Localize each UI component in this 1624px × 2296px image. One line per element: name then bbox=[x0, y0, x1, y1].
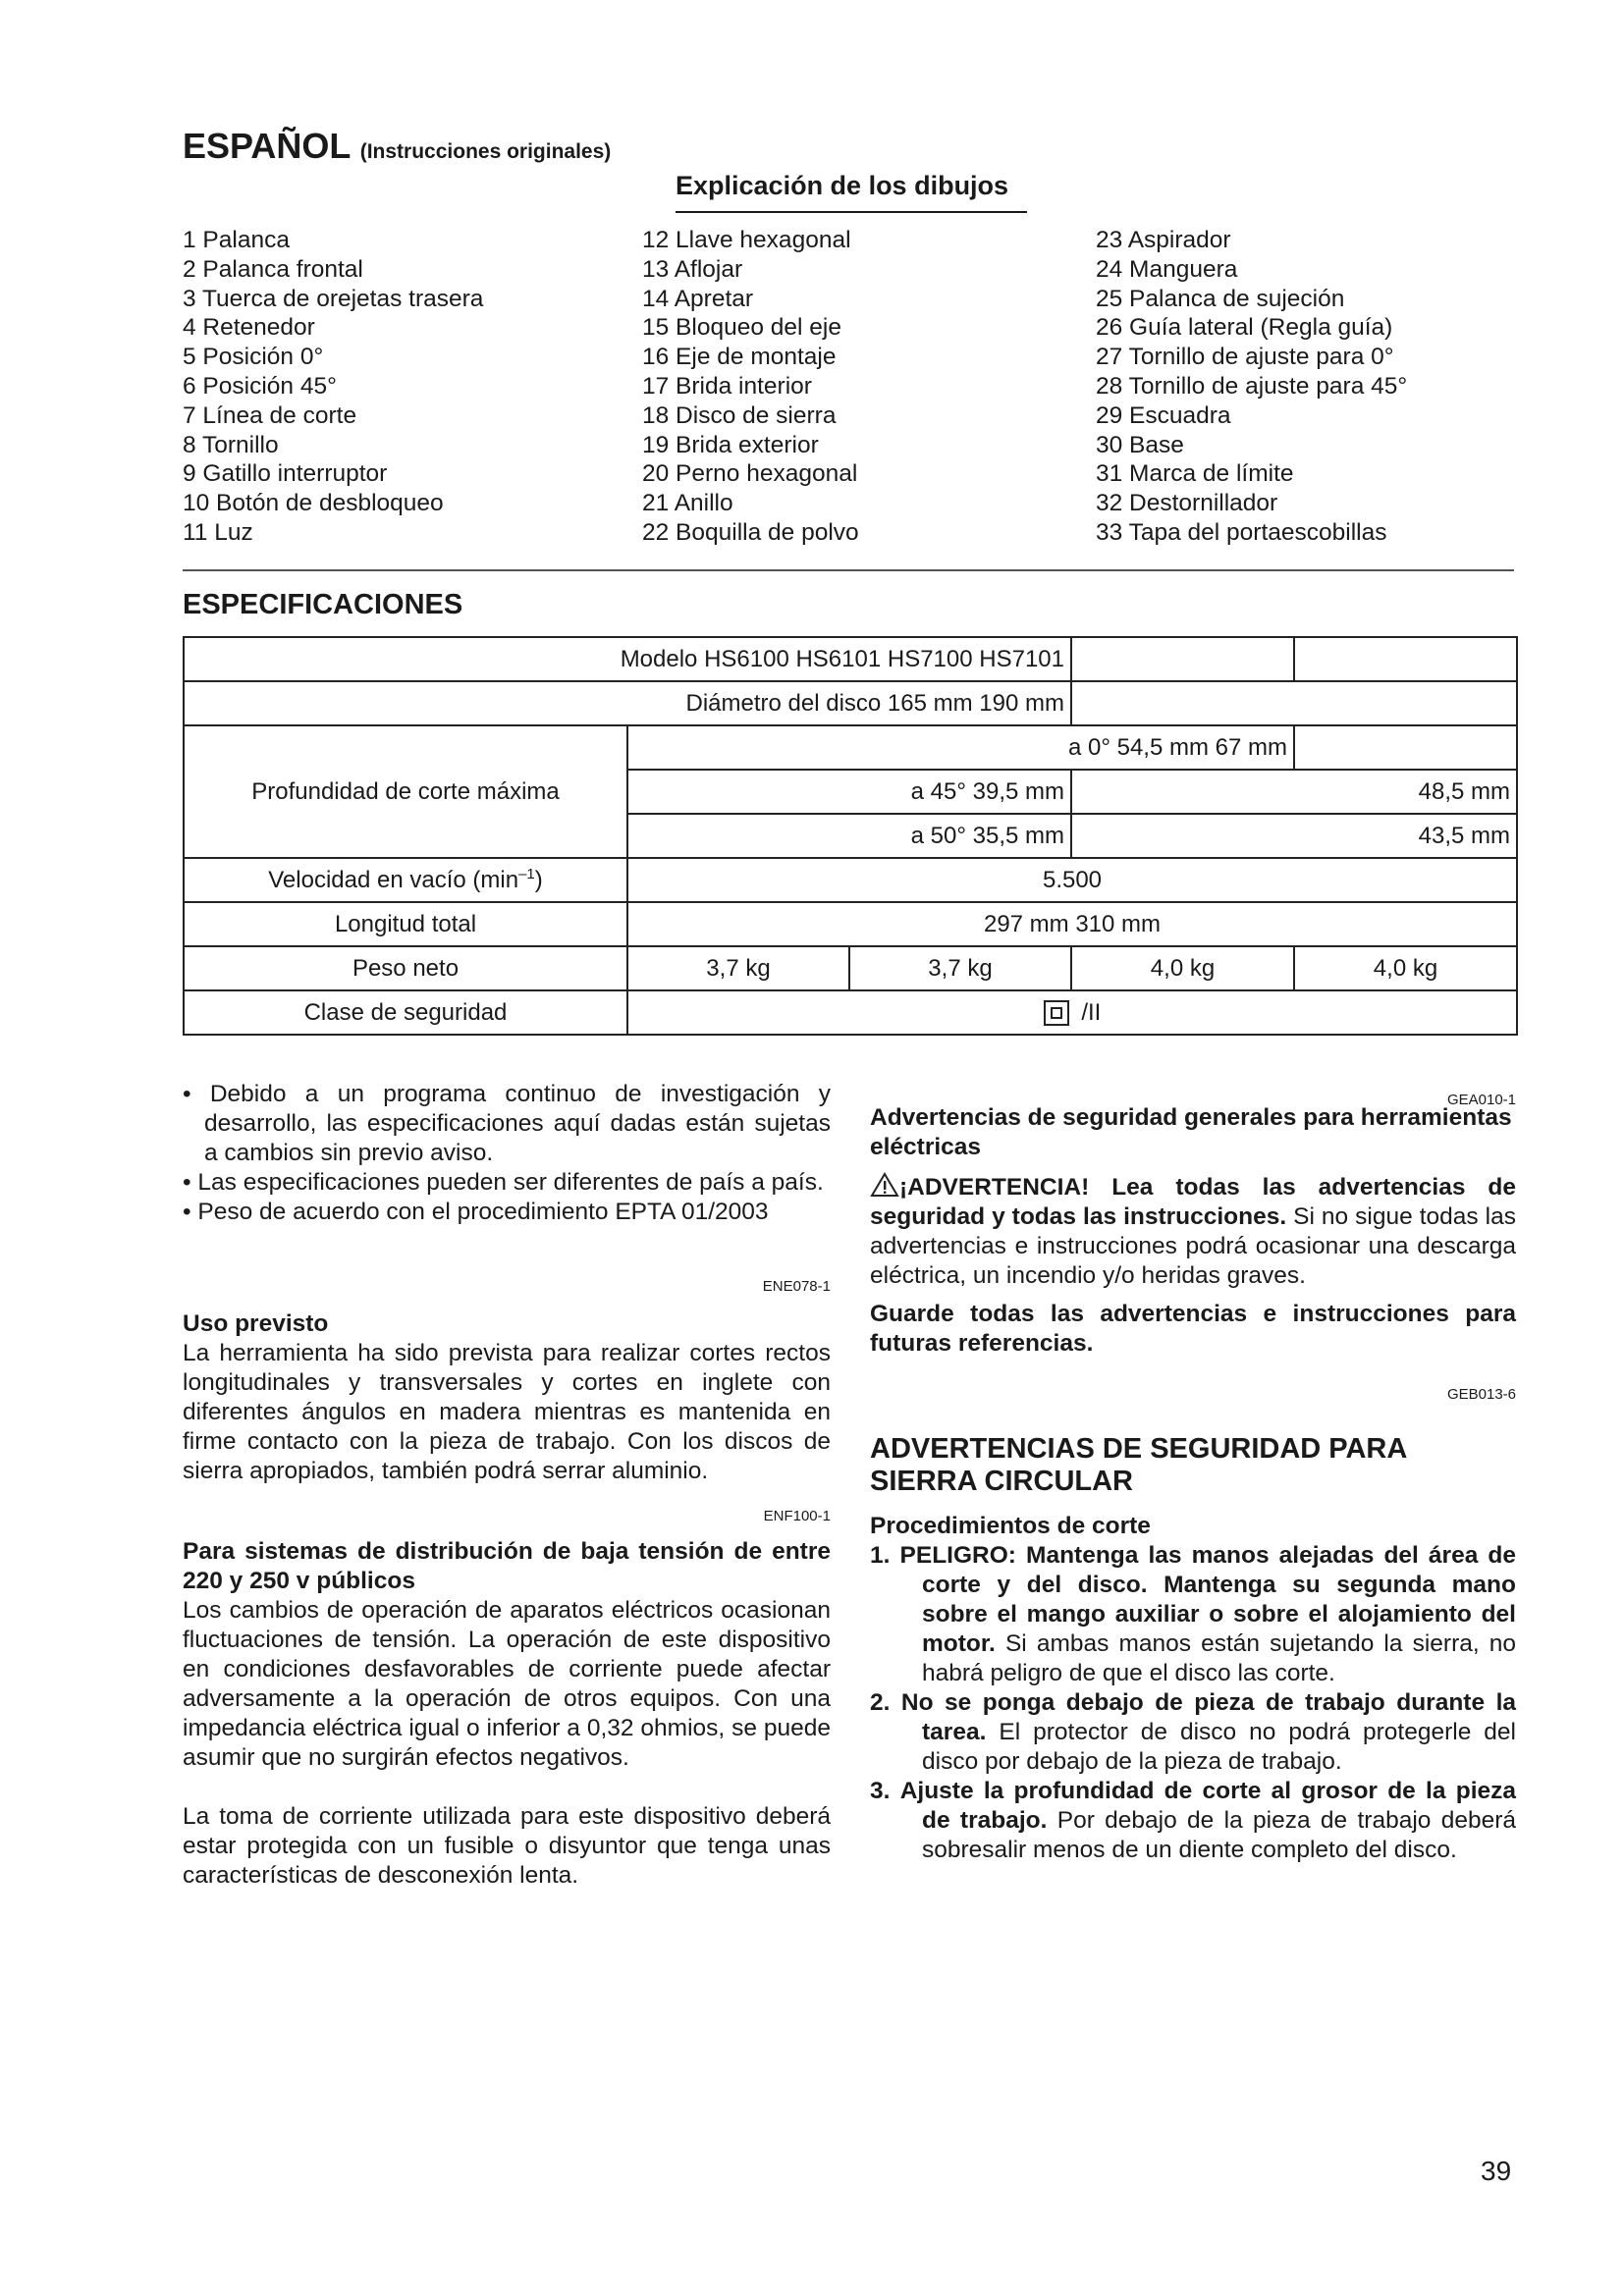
table-row bbox=[184, 725, 1517, 770]
doc-code: GEA010-1 bbox=[1446, 1092, 1516, 1108]
empty-cell bbox=[1071, 681, 1517, 725]
general-warnings-title: Advertencias de seguridad generales para herramientas eléctricas bbox=[870, 1104, 1512, 1160]
empty-cell bbox=[1294, 637, 1517, 681]
double-insulation-icon bbox=[1044, 1000, 1069, 1026]
table-row bbox=[184, 990, 1517, 1035]
table-row bbox=[184, 858, 1517, 902]
model-cell: Modelo HS6100 HS6101 HS7100 HS7101 bbox=[184, 637, 1071, 681]
list-item: 29 Escuadra bbox=[1096, 401, 1231, 429]
doc-code: ENE078-1 bbox=[762, 1278, 831, 1295]
cutting-procedures-title: Procedimientos de corte bbox=[870, 1513, 1151, 1539]
depth-label-cell: Profundidad de corte máxima bbox=[184, 725, 627, 858]
list-item: 21 Anillo bbox=[642, 490, 733, 517]
speed-value-cell: 5.500 bbox=[627, 858, 1517, 902]
power-title: Para sistemas de distribución de baja tensión de entre 220 y 250 v públicos bbox=[183, 1538, 831, 1594]
list-item: 15 Bloqueo del eje bbox=[642, 314, 841, 342]
list-item: 27 Tornillo de ajuste para 0° bbox=[1096, 344, 1394, 371]
list-item: 1. PELIGRO: Mantenga las manos alejadas del área de corte y del disco. Mantenga su segunda mano sobre el mango auxiliar o sobre el alojamiento del motor. Si ambas manos están sujetando la sierra, no habrá peligro de que el disco las corte. bbox=[870, 1542, 1517, 1686]
list-item: 30 Base bbox=[1096, 431, 1184, 458]
list-item: 10 Botón de desbloqueo bbox=[183, 490, 444, 517]
weight-label-cell: Peso neto bbox=[184, 946, 627, 990]
weight-cell: 3,7 kg bbox=[627, 946, 849, 990]
list-item: 31 Marca de límite bbox=[1096, 460, 1294, 488]
procedures-list bbox=[870, 1541, 1516, 1865]
parts-column-1 bbox=[183, 226, 483, 548]
list-item: 17 Brida interior bbox=[642, 372, 812, 400]
drawings-title: Explicación de los dibujos bbox=[676, 171, 1027, 213]
list-item: 19 Brida exterior bbox=[642, 431, 819, 458]
warning-icon bbox=[870, 1172, 899, 1198]
table-row bbox=[184, 681, 1517, 725]
list-item: 24 Manguera bbox=[1096, 255, 1238, 283]
power-text: Los cambios de operación de aparatos eléctricos ocasionan fluctuaciones de tensión. La operación de este dispositivo en condiciones desfavorables de corriente puede afectar adversamente a la operación de otros equipos. Con una impedancia eléctrica igual o inferior a 0,32 ohmios, se puede asumir que no surgirán efectos negativos. bbox=[183, 1597, 831, 1771]
weight-cell: 4,0 kg bbox=[1071, 946, 1294, 990]
list-item: 12 Llave hexagonal bbox=[642, 227, 851, 253]
class-value-cell: /II bbox=[627, 990, 1517, 1035]
list-item: 2. No se ponga debajo de pieza de trabajo durante la tarea. El protector de disco no podrá protegerle del disco por debajo de la pieza de trabajo. bbox=[870, 1689, 1516, 1775]
list-item: 6 Posición 45° bbox=[183, 372, 337, 400]
weight-cell: 4,0 kg bbox=[1294, 946, 1517, 990]
intended-use-text: La herramienta ha sido prevista para realizar cortes rectos longitudinales y transversales y cortes en inglete con diferentes ángulos en madera mientras es mantenida en firme contacto con la pieza de trabajo. Con los discos de sierra apropiados, también podrá serrar aluminio. bbox=[183, 1340, 831, 1484]
depth-0-cell: a 0° 54,5 mm 67 mm bbox=[627, 725, 1294, 770]
empty-cell bbox=[1294, 725, 1517, 770]
general-warning-text: ¡ADVERTENCIA! Lea todas las advertencias de seguridad y todas las instrucciones. Si no sigue todas las advertencias e instrucciones podrá ocasionar una descarga eléctrica, un incendio y/o heridas graves. bbox=[870, 1174, 1516, 1289]
list-item: 3 Tuerca de orejetas trasera bbox=[183, 285, 484, 312]
spec-notes bbox=[183, 1080, 831, 1227]
disc-diameter-cell: Diámetro del disco 165 mm 190 mm bbox=[184, 681, 1071, 725]
speed-label-cell: Velocidad en vacío $(\min^{-1})$ bbox=[184, 858, 627, 902]
list-item: 9 Gatillo interruptor bbox=[183, 460, 388, 488]
language-heading bbox=[183, 126, 611, 167]
class-label-cell: Clase de seguridad bbox=[184, 990, 627, 1035]
list-item: 4 Retenedor bbox=[183, 314, 315, 342]
parts-column-2 bbox=[642, 226, 859, 548]
list-item: 7 Línea de corte bbox=[183, 401, 357, 429]
parts-column-3 bbox=[1096, 226, 1407, 548]
empty-cell bbox=[1071, 637, 1294, 681]
list-item: 23 Aspirador bbox=[1096, 227, 1231, 253]
list-item: 28 Tornillo de ajuste para 45° bbox=[1096, 372, 1408, 400]
specs-table bbox=[183, 636, 1518, 1036]
list-item: 25 Palanca de sujeción bbox=[1096, 285, 1345, 312]
keep-instructions-text: Guarde todas las advertencias e instrucciones para futuras referencias. bbox=[870, 1301, 1516, 1357]
list-item: 18 Disco de sierra bbox=[642, 401, 837, 429]
list-item: 13 Aflojar bbox=[642, 255, 743, 283]
list-item: 32 Destornillador bbox=[1096, 490, 1278, 517]
depth-45-large-cell: 48,5 mm bbox=[1071, 770, 1517, 814]
list-item: 16 Eje de montaje bbox=[642, 344, 837, 371]
list-item: 8 Tornillo bbox=[183, 431, 279, 458]
language-label: ESPAÑOL bbox=[183, 126, 351, 166]
page-number: 39 bbox=[1481, 2156, 1512, 2186]
doc-code: ENF100-1 bbox=[763, 1508, 831, 1524]
table-row bbox=[184, 946, 1517, 990]
note-item: • Las especificaciones pueden ser diferentes de país a país. bbox=[183, 1169, 824, 1196]
list-item: 3. Ajuste la profundidad de corte al grosor de la pieza de trabajo. Por debajo de la pieza de trabajo deberá sobresalir menos de un diente completo del disco. bbox=[870, 1778, 1517, 1863]
depth-50-cell: a 50° 35,5 mm bbox=[627, 814, 1071, 858]
intended-use-title: Uso previsto bbox=[183, 1310, 329, 1337]
language-note: (Instrucciones originales) bbox=[359, 140, 612, 163]
depth-45-cell: a 45° 39,5 mm bbox=[627, 770, 1071, 814]
specs-title: ESPECIFICACIONES bbox=[183, 589, 463, 620]
list-item: 1 Palanca bbox=[183, 227, 290, 253]
note-item: • Peso de acuerdo con el procedimiento EPTA 01/2003 bbox=[183, 1199, 769, 1225]
list-item: 5 Posición 0° bbox=[183, 344, 324, 371]
weight-cell: 3,7 kg bbox=[849, 946, 1071, 990]
list-item: 11 Luz bbox=[183, 518, 253, 546]
list-item: 2 Palanca frontal bbox=[183, 255, 363, 283]
power-text-2: La toma de corriente utilizada para este dispositivo deberá estar protegida con un fusible o disyuntor que tenga unas características de desconexión lenta. bbox=[183, 1803, 831, 1889]
circular-saw-warnings-title: ADVERTENCIAS DE SEGURIDAD PARA SIERRA CIRCULAR bbox=[870, 1433, 1407, 1497]
list-item: 26 Guía lateral (Regla guía) bbox=[1096, 314, 1393, 342]
length-label-cell: Longitud total bbox=[184, 902, 627, 946]
doc-code: GEB013-6 bbox=[1446, 1386, 1516, 1403]
table-row bbox=[184, 637, 1517, 681]
list-item: 20 Perno hexagonal bbox=[642, 460, 858, 488]
list-item: 14 Apretar bbox=[642, 285, 754, 312]
list-item: 22 Boquilla de polvo bbox=[642, 518, 859, 546]
note-item: • Debido a un programa continuo de investigación y desarrollo, las especificaciones aquí dadas están sujetas a cambios sin previo aviso. bbox=[183, 1081, 831, 1166]
table-row bbox=[184, 902, 1517, 946]
list-item: 33 Tapa del portaescobillas bbox=[1096, 518, 1387, 546]
section-divider bbox=[183, 569, 1514, 571]
length-value-cell: 297 mm 310 mm bbox=[627, 902, 1517, 946]
depth-50-large-cell: 43,5 mm bbox=[1071, 814, 1517, 858]
